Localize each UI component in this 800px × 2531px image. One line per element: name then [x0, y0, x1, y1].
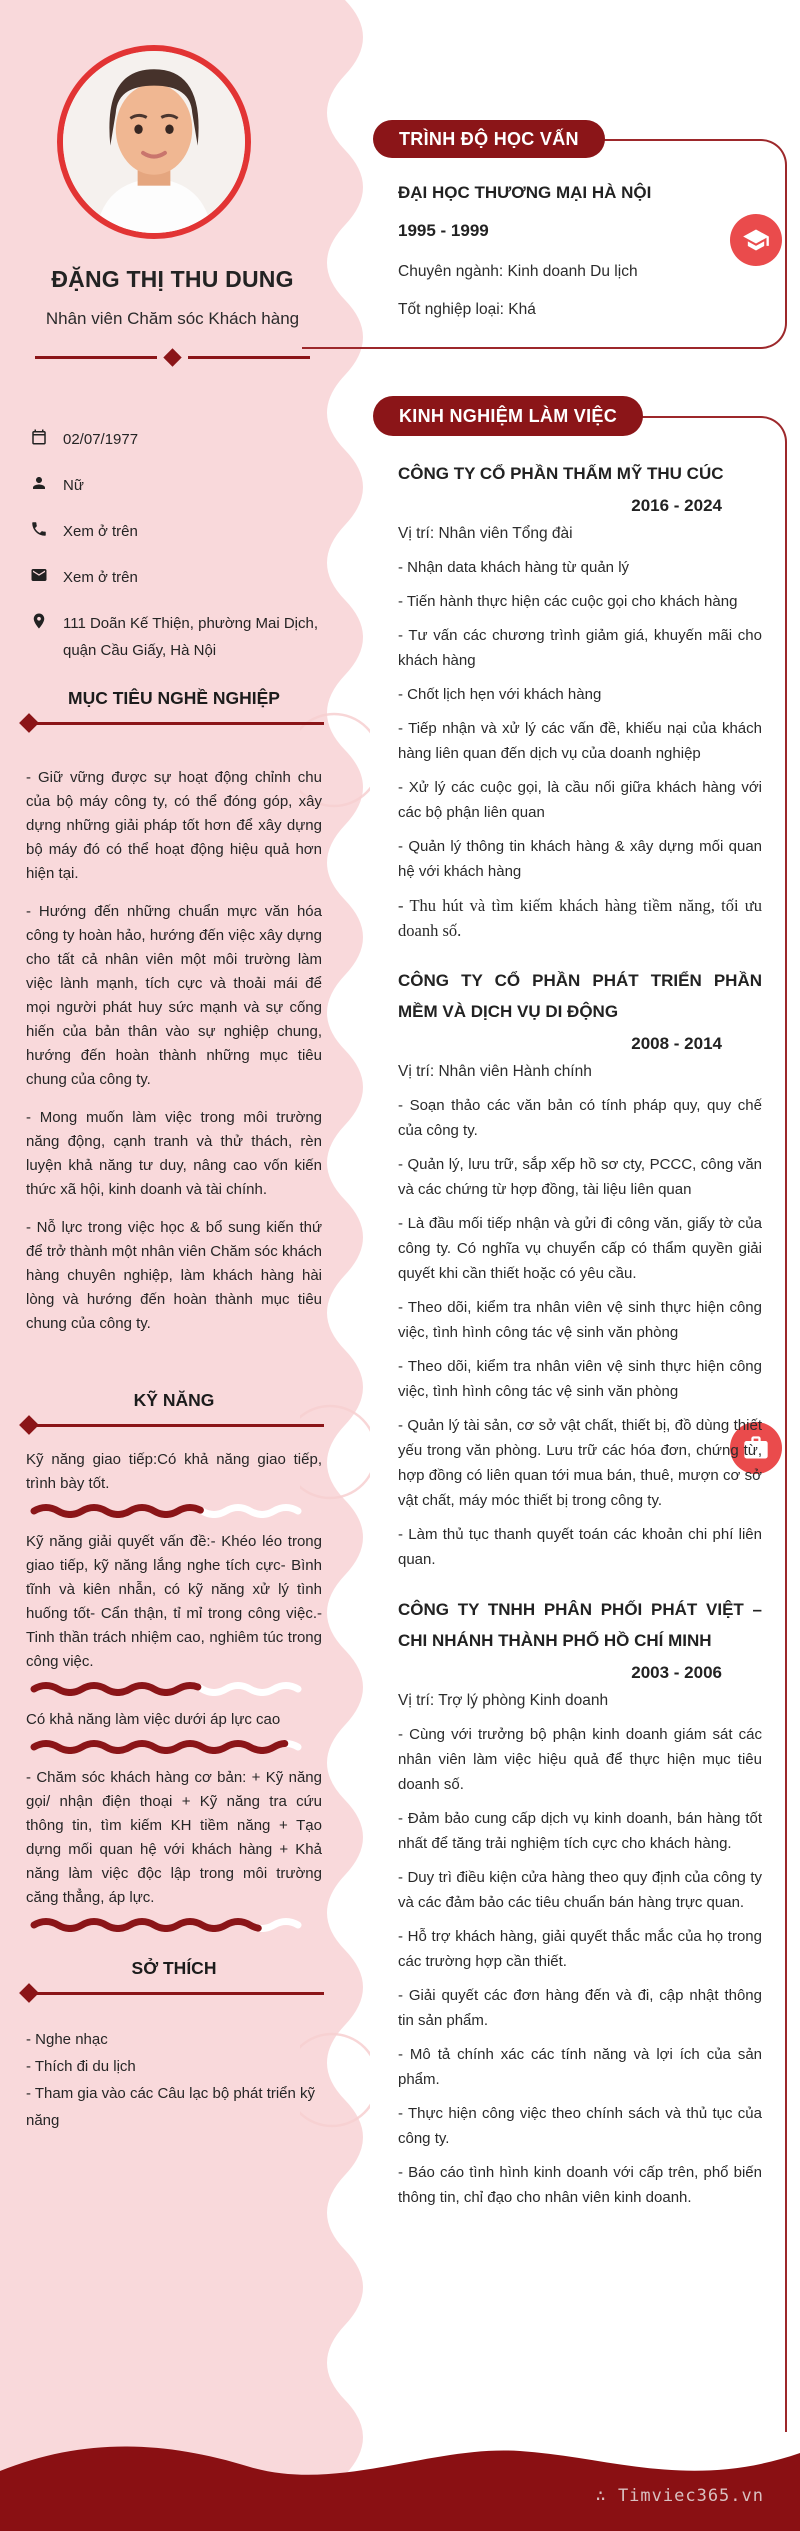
job-bullet: - Chốt lịch hẹn với khách hàng — [398, 686, 602, 703]
experience-section-badge: KINH NGHIỆM LÀM VIỆC — [373, 396, 643, 436]
footer-wave — [0, 2431, 800, 2531]
skill-text: Kỹ năng giải quyết vấn đề:- Khéo léo trong giao tiếp, kỹ năng lắng nghe tích cực- Bình tĩnh và kiên nhẫn, có kỹ năng xử lý tình huống tốt- Cẩn thận, tỉ mỉ trong công việc.- Tinh thần trách nhiệm cao, nghiêm túc trong công việc. — [26, 1533, 322, 1670]
skill-text: - Chăm sóc khách hàng cơ bản: + Kỹ năng gọi/ nhận điện thoại + Kỹ năng tra cứu thông tin, tìm kiếm KH tiềm năng + Tạo dựng mối quan hệ với khách hàng + Khả năng làm việc độc lập trong môi trường căng thẳng, áp lực. — [26, 1769, 322, 1906]
job-position: Vị trí: Nhân viên Hành chính — [398, 1063, 592, 1080]
job-entry — [398, 1594, 762, 2210]
education-school: ĐẠI HỌC THƯƠNG MẠI HÀ NỘI — [398, 183, 652, 202]
education-years: 1995 - 1999 — [398, 221, 489, 240]
title-divider — [35, 351, 310, 364]
heading-rule — [24, 722, 324, 725]
contact-gender — [30, 472, 322, 499]
job-title: Nhân viên Chăm sóc Khách hàng — [45, 309, 300, 328]
objective-paragraph: - Hướng đến những chuẩn mực văn hóa công ty hoàn hảo, hướng đến việc xây dựng cho tất cả nhân viên một môi trường làm việc lành mạnh, tích cực và thoải mái để mọi người phát huy sức mạnh và sự cống hiến của bản thân vào sự nghiệp chung, hướng đến hoàn thành những mục tiêu chung của công ty. — [26, 903, 322, 1088]
job-bullet: - Theo dõi, kiểm tra nhân viên vệ sinh thực hiện công việc, tình hình công tác vệ sinh văn phòng — [398, 1358, 762, 1400]
profile-photo — [57, 45, 251, 239]
job-entry — [398, 965, 762, 1572]
skill-level-bar — [28, 1502, 318, 1518]
person-name: ĐẶNG THỊ THU DUNG — [51, 266, 294, 292]
education-grade: Tốt nghiệp loại: Khá — [398, 301, 536, 318]
company-name: CÔNG TY CỔ PHẦN THẤM MỸ THU CÚC — [398, 464, 724, 483]
skill-level-bar — [28, 1680, 318, 1696]
contact-section — [30, 426, 322, 683]
education-section-badge: TRÌNH ĐỘ HỌC VẤN — [373, 120, 605, 158]
job-bullet: - Nhận data khách hàng từ quản lý — [398, 559, 630, 576]
skills-section — [26, 1448, 322, 1944]
job-bullet: - Thu hút và tìm kiếm khách hàng tiềm năng, tối ưu doanh số. — [398, 896, 762, 940]
job-bullet: - Tiến hành thực hiện các cuộc gọi cho khách hàng — [398, 593, 738, 610]
job-bullet: - Tiếp nhận và xử lý các vấn đề, khiếu nại của khách hàng liên quan đến dịch vụ của doanh nghiệp — [398, 720, 762, 762]
job-position: Vị trí: Trợ lý phòng Kinh doanh — [398, 1692, 609, 1709]
hobby-item: - Tham gia vào các Câu lạc bộ phát triển kỹ năng — [26, 2085, 316, 2129]
dob-value: 02/07/1977 — [63, 431, 139, 448]
brand-logo-icon: ∴ — [595, 2486, 607, 2506]
job-bullet: - Quản lý thông tin khách hàng & xây dựng mối quan hệ với khách hàng — [398, 838, 762, 880]
objective-text — [26, 766, 322, 1350]
job-bullet: - Làm thủ tục thanh quyết toán các khoản chi phí liên quan. — [398, 1526, 762, 1568]
calendar-icon — [30, 428, 48, 446]
job-bullet: - Theo dõi, kiểm tra nhân viên vệ sinh thực hiện công việc, tình hình công tác vệ sinh văn phòng — [398, 1299, 762, 1341]
job-bullet: - Xử lý các cuộc gọi, là cầu nối giữa khách hàng với các bộ phận liên quan — [398, 779, 762, 821]
phone-value: Xem ở trên — [63, 523, 138, 540]
job-bullet: - Duy trì điều kiện cửa hàng theo quy định của công ty và các đảm bảo các tiêu chuẩn bán hàng trực quan. — [398, 1869, 762, 1911]
education-major: Chuyên ngành: Kinh doanh Du lịch — [398, 263, 638, 280]
address-value: 111 Doãn Kế Thiện, phường Mai Dịch, quận Cầu Giấy, Hà Nội — [63, 615, 319, 659]
person-icon — [30, 474, 48, 492]
skill-text: Kỹ năng giao tiếp:Có khả năng giao tiếp, trình bày tốt. — [26, 1451, 322, 1492]
hobbies-heading: SỞ THÍCH — [24, 1958, 324, 1995]
diamond-ornament — [163, 348, 181, 366]
job-years: 2003 - 2006 — [631, 1663, 722, 1682]
hobbies-section — [26, 2026, 322, 2134]
objective-paragraph: - Giữ vững được sự hoạt động chỉnh chu của bộ máy công ty, có thể đóng góp, xây dựng những giải pháp tốt hơn để xây dựng bộ máy đó có thể hoạt động hiệu quả hơn hiện tại. — [26, 769, 322, 882]
job-bullet: - Hỗ trợ khách hàng, giải quyết thắc mắc của họ trong các trường hợp cần thiết. — [398, 1928, 762, 1970]
footer-brand — [595, 2486, 764, 2506]
job-bullet: - Đảm bảo cung cấp dịch vụ kinh doanh, bán hàng tốt nhất để tăng trải nghiệm tích cực cho khách hàng. — [398, 1810, 762, 1852]
gender-value: Nữ — [63, 477, 84, 494]
objective-heading: MỤC TIÊU NGHỀ NGHIỆP — [24, 688, 324, 725]
objective-paragraph: - Mong muốn làm việc trong môi trường năng động, cạnh tranh và thử thách, rèn luyện khả năng tư duy, nâng cao vốn kiến thức xã hội, kinh doanh và tài chính. — [26, 1109, 322, 1198]
sidebar — [0, 0, 345, 2531]
job-bullet: - Quản lý, lưu trữ, sắp xếp hồ sơ cty, PCCC, công văn và các chứng từ hợp đồng, tài liệu liên quan — [398, 1156, 762, 1198]
education-frame-body — [302, 199, 787, 349]
email-value: Xem ở trên — [63, 569, 138, 586]
contact-email — [30, 564, 322, 591]
job-position: Vị trí: Nhân viên Tổng đài — [398, 525, 573, 542]
job-years: 2016 - 2024 — [631, 496, 722, 515]
email-icon — [30, 566, 48, 584]
job-bullet: - Giải quyết các đơn hàng đến và đi, cập nhật thông tin sản phẩm. — [398, 1987, 762, 2029]
job-bullet: - Cùng với trưởng bộ phận kinh doanh giám sát các nhân viên làm việc hiệu quả để thực hiện mục tiêu doanh số. — [398, 1726, 762, 1793]
skill-level-bar — [28, 1916, 318, 1932]
hobby-item: - Nghe nhạc — [26, 2031, 108, 2048]
heading-rule — [24, 1992, 324, 1995]
job-bullet: - Là đầu mối tiếp nhận và gửi đi công văn, giấy tờ của công ty. Có nghĩa vụ chuyển cấp có thẩm quyền giải quyết khi cần thiết hoặc có yêu cầu. — [398, 1215, 762, 1282]
hobby-item: - Thích đi du lịch — [26, 2058, 136, 2075]
skill-text: Có khả năng làm việc dưới áp lực cao — [26, 1711, 281, 1728]
job-bullet: - Soạn thảo các văn bản có tính pháp quy, quy chế của công ty. — [398, 1097, 762, 1139]
job-bullet: - Tư vấn các chương trình giảm giá, khuyến mãi cho khách hàng — [398, 627, 762, 669]
objective-paragraph: - Nỗ lực trong việc học & bổ sung kiến thứ để trở thành một nhân viên Chăm sóc khách hàng chuyên nghiệp, làm khách hàng hài lòng và hướng đến hoàn thành mục tiêu chung của công ty. — [26, 1219, 322, 1332]
job-entry — [398, 458, 762, 943]
contact-address — [30, 610, 322, 664]
phone-icon — [30, 520, 48, 538]
skill-level-bar — [28, 1738, 318, 1754]
company-name: CÔNG TY TNHH PHÂN PHỐI PHÁT VIỆT – CHI NHÁNH THÀNH PHỐ HỒ CHÍ MINH — [398, 1600, 762, 1650]
avatar-illustration — [63, 51, 245, 233]
job-years: 2008 - 2014 — [631, 1034, 722, 1053]
job-bullet: - Mô tả chính xác các tính năng và lợi ích của sản phẩm. — [398, 2046, 762, 2088]
skills-heading: KỸ NĂNG — [24, 1390, 324, 1427]
location-pin-icon — [30, 612, 48, 630]
graduation-cap-icon — [730, 214, 782, 266]
job-bullet: - Quản lý tài sản, cơ sở vật chất, thiết bị, đồ dùng thiết yếu trong văn phòng. Lưu trữ các hóa đơn, chứng từ, hợp đồng có liên quan tới mua bán, thuê, mượn cơ sở vật chất, máy móc thiết bị trong công ty. — [398, 1417, 762, 1509]
brand-text: Timviec365.vn — [617, 2486, 764, 2506]
job-bullet: - Thực hiện công việc theo chính sách và thủ tục của công ty. — [398, 2105, 762, 2147]
job-bullet: - Báo cáo tình hình kinh doanh với cấp trên, phổ biến thông tin, chỉ đạo cho nhân viên kinh doanh. — [398, 2164, 762, 2206]
experience-section — [398, 458, 762, 2232]
heading-rule — [24, 1424, 324, 1427]
company-name: CÔNG TY CỔ PHẦN PHÁT TRIỂN PHẦN MỀM VÀ DỊCH VỤ DI ĐỘNG — [398, 971, 762, 1021]
contact-dob — [30, 426, 322, 453]
contact-phone — [30, 518, 322, 545]
